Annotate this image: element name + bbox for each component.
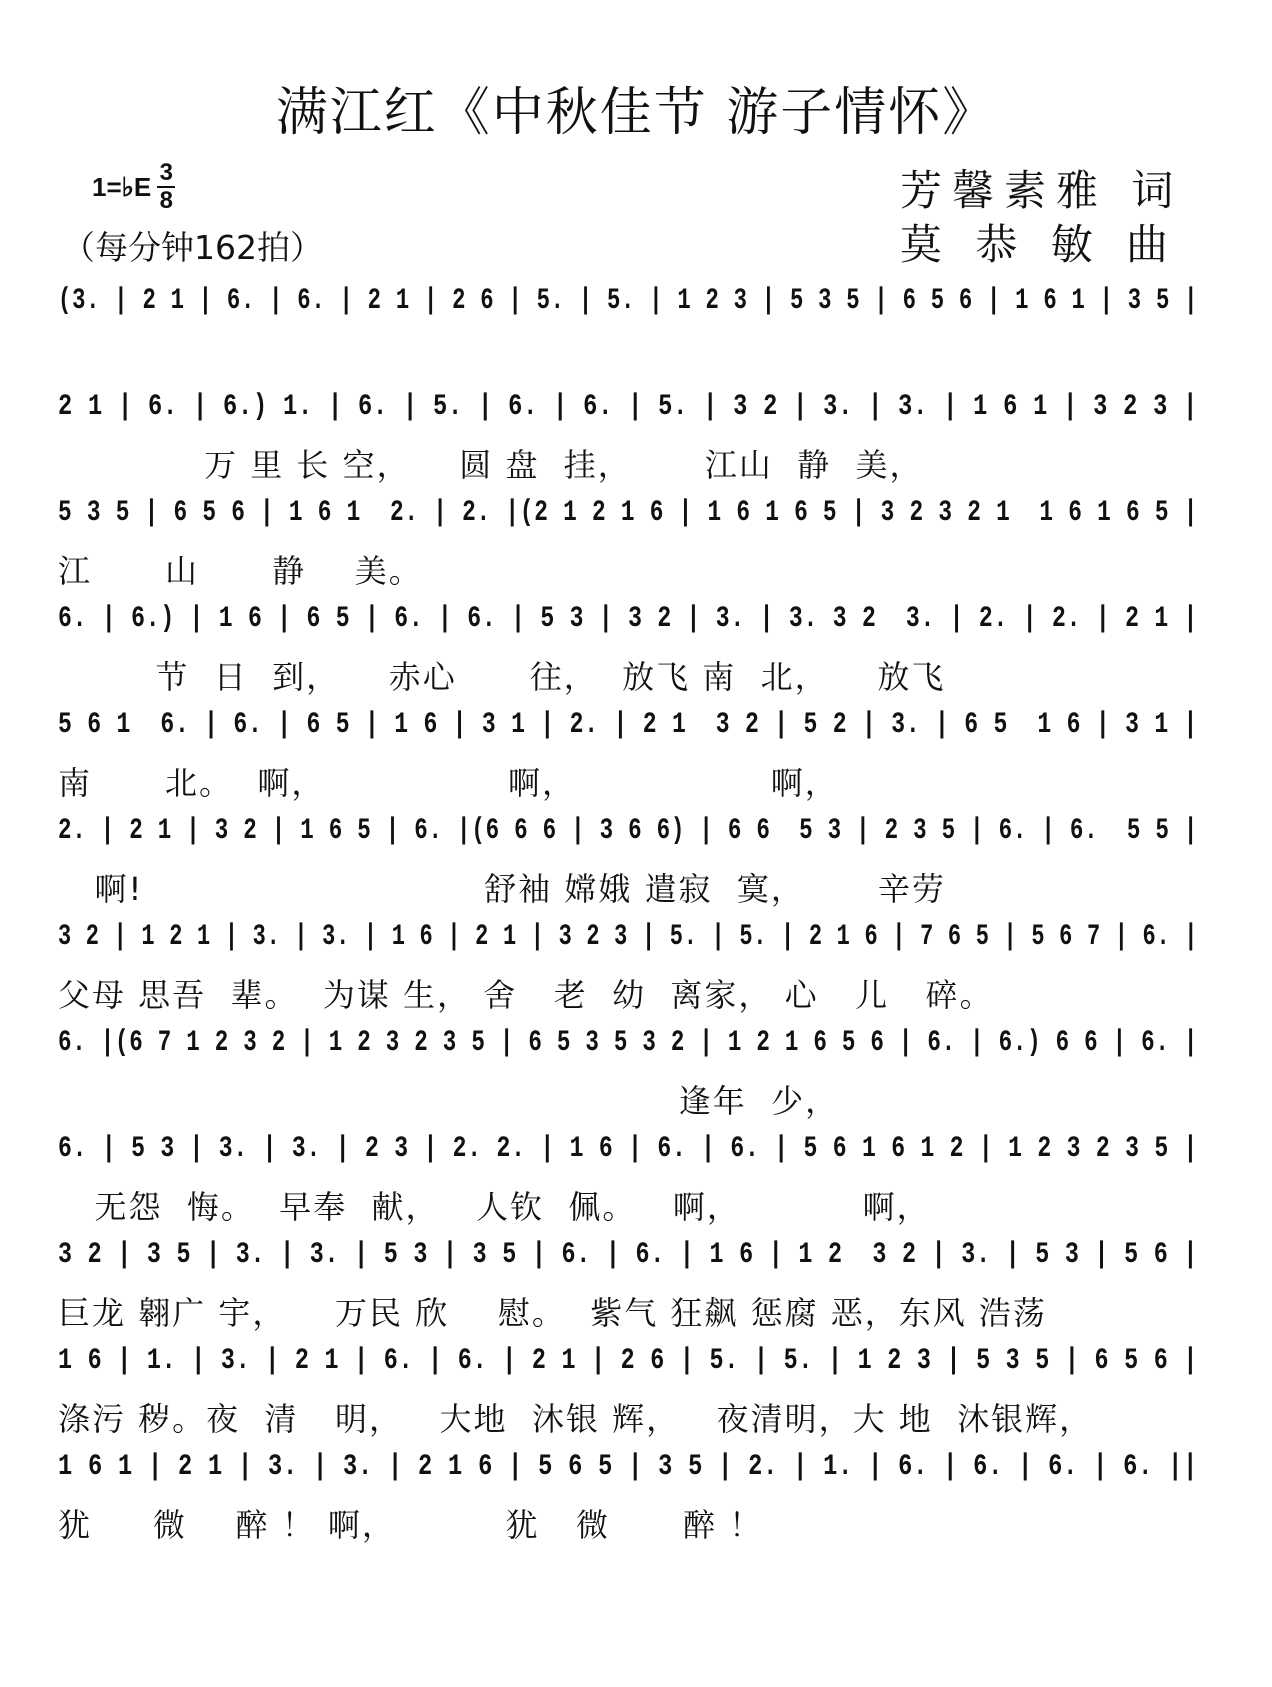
score-system: [52, 490, 1202, 590]
lyrics-line: 万 里 长 空， 圆 盘 挂， 江山 静 美，: [58, 446, 924, 484]
score-system: [52, 596, 1202, 696]
time-denominator: 8: [159, 187, 173, 214]
note-sequence: 2 1 | 6. | 6.) 1. | 6. | 5. | 6. | 6. | 5. | 3 2 | 3. | 3. | 1 6 1 | 3 2 3 |: [58, 390, 1199, 424]
lyrics-line: 涤污 秽。夜 清 明， 大地 沐银 辉， 夜清明，大 地 沐银辉，: [58, 1400, 1094, 1438]
note-sequence: 6. |(6 7 1 2 3 2 | 1 2 3 2 3 5 | 6 5 3 5 3 2 | 1 2 1 6 5 6 | 6. | 6.) 6 6 | 6. |: [58, 1026, 1199, 1060]
credits: [900, 164, 1183, 272]
notation-line: [52, 702, 1202, 758]
notation-line: [52, 914, 1202, 970]
notation-line: [52, 384, 1202, 440]
notation-line: [52, 1444, 1202, 1500]
note-sequence: 5 3 5 | 6 5 6 | 1 6 1 2. | 2. |(2 1 2 1 6 | 1 6 1 6 5 | 3 2 3 2 1 1 6 1 6 5 |: [58, 496, 1199, 530]
lyrics-line: 江 山 静 美。: [58, 552, 423, 590]
score-system: [52, 1126, 1202, 1226]
note-sequence: 1 6 | 1. | 3. | 2 1 | 6. | 6. | 2 1 | 2 6 | 5. | 5. | 1 2 3 | 5 3 5 | 6 5 6 |: [58, 1344, 1199, 1378]
note-sequence: 5 6 1 6. | 6. | 6 5 | 1 6 | 3 1 | 2. | 2 1 3 2 | 5 2 | 3. | 6 5 1 6 | 3 1 |: [58, 708, 1199, 742]
lyrics-line: 节 日 到， 赤心 往， 放飞 南 北， 放飞: [58, 658, 946, 696]
notation-line: [52, 808, 1202, 864]
note-sequence: 1 6 1 | 2 1 | 3. | 3. | 2 1 6 | 5 6 5 | 3 5 | 2. | 1. | 6. | 6. | 6. | 6. ||: [58, 1450, 1199, 1484]
notation-line: [52, 1126, 1202, 1182]
score-system: [52, 384, 1202, 484]
notation-line: [52, 1020, 1202, 1076]
note-sequence: 2. | 2 1 | 3 2 | 1 6 5 | 6. |(6 6 6 | 3 6 6) | 6 6 5 3 | 2 3 5 | 6. | 6. 5 5 |: [58, 814, 1199, 848]
note-sequence: 3 2 | 1 2 1 | 3. | 3. | 1 6 | 2 1 | 3 2 3 | 5. | 5. | 2 1 6 | 7 6 5 | 5 6 7 | 6. |: [58, 920, 1199, 954]
notation-line: [52, 1338, 1202, 1394]
notation-line: [52, 490, 1202, 546]
score-system: [52, 1444, 1202, 1544]
tempo-marking: （每分钟162拍）: [62, 228, 323, 267]
composer-credit: 莫 恭 敏 曲: [900, 220, 1179, 269]
lyrics-line: 逢年 少，: [58, 1082, 840, 1120]
notation-line: [52, 278, 1202, 334]
time-numerator: 3: [159, 159, 173, 186]
lyrics-line: 无怨 悔。 早奉 献， 人钦 佩。 啊， 啊，: [58, 1188, 931, 1226]
lyrics-line: 巨龙 翱广 宇， 万民 欣 慰。 紫气 狂飙 惩腐 恶，东风 浩荡: [58, 1294, 1047, 1332]
lyrics-line: 南 北。 啊， 啊， 啊，: [58, 764, 839, 802]
note-sequence: 6. | 6.) | 1 6 | 6 5 | 6. | 6. | 5 3 | 3 2 | 3. | 3. 3 2 3. | 2. | 2. | 2 1 |: [58, 602, 1199, 636]
note-sequence: 3 2 | 3 5 | 3. | 3. | 5 3 | 3 5 | 6. | 6. | 1 6 | 1 2 3 2 | 3. | 5 3 | 5 6 |: [58, 1238, 1199, 1272]
note-sequence: 6. | 5 3 | 3. | 3. | 2 3 | 2. 2. | 1 6 | 6. | 6. | 5 6 1 6 1 2 | 1 2 3 2 3 5 |: [58, 1132, 1199, 1166]
time-signature: [157, 160, 175, 214]
page-title: 满江红《中秋佳节 游子情怀》: [275, 83, 997, 143]
notation-line: [52, 1232, 1202, 1288]
score-system: [52, 1232, 1202, 1332]
score-system: [52, 914, 1202, 1014]
key-signature: [92, 160, 175, 214]
score-system: [52, 1020, 1202, 1120]
notation-line: [52, 596, 1202, 652]
score-system: [52, 808, 1202, 908]
score-system: [52, 278, 1202, 334]
lyricist-credit: 芳馨素雅 词: [900, 166, 1184, 215]
score-system: [52, 1338, 1202, 1438]
note-sequence: (3. | 2 1 | 6. | 6. | 2 1 | 2 6 | 5. | 5. | 1 2 3 | 5 3 5 | 6 5 6 | 1 6 1 | 3 5 |: [58, 284, 1199, 318]
lyrics-line: 犹 微 醉 ！ 啊， 犹 微 醉 ！: [58, 1506, 764, 1544]
key-label: 1=♭E: [92, 171, 152, 202]
lyrics-line: 啊! 舒袖 嫦娥 遣寂 寞， 辛劳: [58, 870, 946, 908]
score-system: [52, 702, 1202, 802]
lyrics-line: 父母 思吾 辈。 为谋 生， 舍 老 幼 离家， 心 儿 碎。: [58, 976, 994, 1014]
